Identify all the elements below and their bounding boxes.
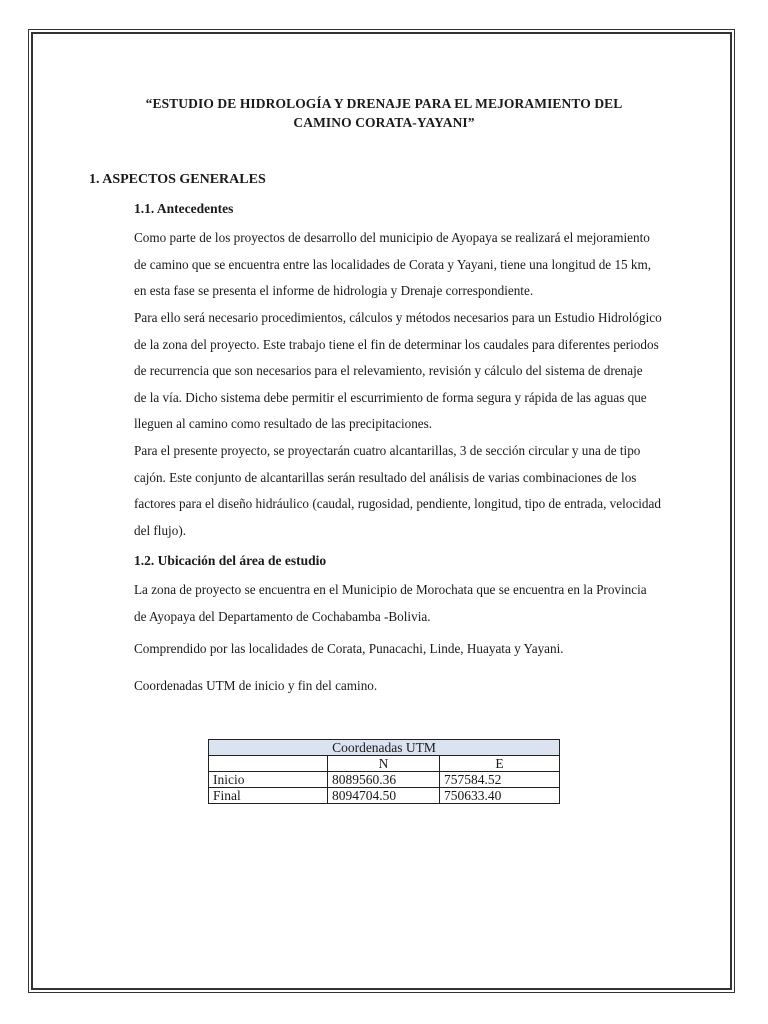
text-line: Comprendido por las localidades de Corata, Punacachi, Linde, Huayata y Yayani. [134,641,564,656]
utm-coordinates-table [208,739,560,804]
table-header-row [209,756,560,772]
text-line: de camino que se encuentra entre las localidades de Corata y Yayani, tiene una longitud de 15 km, [134,256,652,272]
table-row [209,788,560,804]
text-line: de la zona del proyecto. Este trabajo tiene el fin de determinar los caudales para diferentes periodos [134,336,659,352]
row-n-value: 8094704.50 [328,788,440,804]
text-line: de la vía. Dicho sistema debe permitir el escurrimiento de forma segura y rápida de las aguas que [134,389,647,405]
text-line: La zona de proyecto se encuentra en el Municipio de Morochata que se encuentra en la Provincia [134,582,647,597]
text-line: Coordenadas UTM de inicio y fin del camino. [134,678,378,693]
table-header-n: N [328,756,440,772]
paragraph-antecedentes-2 [134,305,680,438]
title-line-1: “ESTUDIO DE HIDROLOGÍA Y DRENAJE PARA EL MEJORAMIENTO DEL [145,96,623,111]
text-line: Para ello será necesario procedimientos, cálculos y métodos necesarios para un Estudio Hidrológico [134,310,662,325]
title-line-2: CAMINO CORATA-YAYANI” [293,115,475,130]
paragraph-localidades [134,636,680,663]
paragraph-ubicacion [134,577,680,630]
text-line: de Ayopaya del Departamento de Cochabamba -Bolivia. [134,608,431,624]
table-header-empty [209,756,328,772]
table-row [209,772,560,788]
paragraph-antecedentes-1 [134,225,680,305]
document-title [60,94,708,132]
row-e-value: 757584.52 [440,772,560,788]
section-heading-aspectos-generales: 1. ASPECTOS GENERALES [89,172,266,187]
text-line: en esta fase se presenta el informe de hidrologia y Drenaje correspondiente. [134,283,534,299]
text-line: lleguen al camino como resultado de las precipitaciones. [134,416,433,432]
text-line: de recurrencia que son necesarios para el relevamiento, revisión y cálculo del sistema de drenaje [134,363,643,379]
text-line: factores para el diseño hidráulico (caudal, rugosidad, pendiente, longitud, tipo de entrada, velocidad [134,496,661,512]
row-n-value: 8089560.36 [328,772,440,788]
row-label: Inicio [209,772,328,788]
subheading-ubicacion: 1.2. Ubicación del área de estudio [134,553,327,568]
subheading-antecedentes: 1.1. Antecedentes [134,201,234,216]
text-line: Para el presente proyecto, se proyectarán cuatro alcantarillas, 3 de sección circular y una de tipo [134,443,641,458]
text-line: del flujo). [134,522,187,538]
row-e-value: 750633.40 [440,788,560,804]
table-caption-row [209,740,560,756]
paragraph-antecedentes-3 [134,438,680,544]
table-caption: Coordenadas UTM [209,740,560,756]
text-line: cajón. Este conjunto de alcantarillas serán resultado del análisis de varias combinaciones de los [134,469,637,485]
row-label: Final [209,788,328,804]
table-header-e: E [440,756,560,772]
text-line: Como parte de los proyectos de desarrollo del municipio de Ayopaya se realizará el mejoramiento [134,230,650,245]
paragraph-coordenadas-intro [134,673,680,700]
